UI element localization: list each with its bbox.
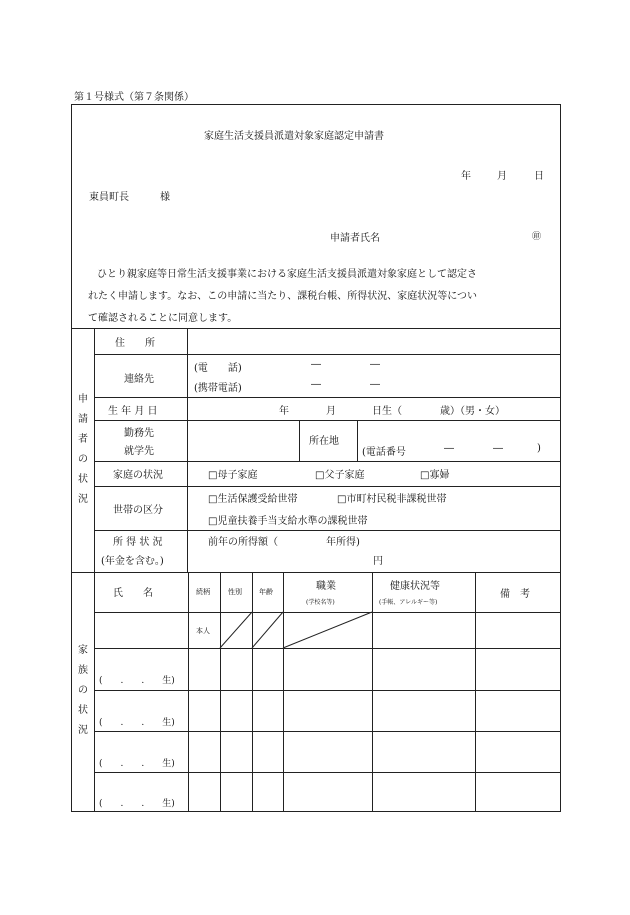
date-month-label: 月 <box>497 171 507 182</box>
location-label: 所在地 <box>309 436 339 447</box>
form-title: 家庭生活支援員派遣対象家庭認定申請書 <box>204 131 384 142</box>
birth-day: 日生（ <box>372 406 402 417</box>
option-tax-exempt[interactable]: □市町村民税非課税世帯 <box>337 494 447 505</box>
family-header-relation: 続柄 <box>196 588 210 596</box>
household-label: 世帯の区分 <box>113 505 163 516</box>
divider-family-age <box>283 572 284 812</box>
family-status-label: 家庭の状況 <box>113 470 163 481</box>
frame-left <box>71 104 72 812</box>
birth-month: 月 <box>326 406 336 417</box>
mobile-label: (携帯電話) <box>194 383 242 394</box>
self-label: 本人 <box>196 627 210 635</box>
divider-family-occupation <box>372 572 373 812</box>
applicant-section-char: 況 <box>78 494 88 505</box>
divider-address <box>94 354 561 355</box>
frame-bottom <box>71 811 561 812</box>
divider-family-name <box>188 572 189 812</box>
contact-label: 連絡先 <box>124 374 154 385</box>
divider-family-header <box>94 612 561 613</box>
income-label: 所 得 状 況 <box>113 537 163 548</box>
family-section-char: 家 <box>78 645 88 656</box>
mobile-dash-2: ― <box>370 379 380 390</box>
birth-age-sex: 歳）（男・女） <box>440 406 505 417</box>
option-widow[interactable]: □寡婦 <box>420 470 450 481</box>
family-section-char: 況 <box>78 725 88 736</box>
phone-dash-2: ― <box>370 359 380 370</box>
income-label-sub: (年金を含む。) <box>101 556 164 567</box>
work-phone-label: (電話番号 <box>362 447 406 458</box>
work-phone-close: ) <box>537 443 541 454</box>
intro-line-1: ひとり親家庭等日常生活支援事業における家庭生活支援員派遣対象家庭として認定さ <box>97 269 477 280</box>
applicant-section-char: の <box>78 454 88 465</box>
applicant-section-char: 請 <box>78 414 88 425</box>
option-single-father[interactable]: □父子家庭 <box>315 470 365 481</box>
work-phone-dash-2: ― <box>493 443 503 454</box>
divider-applicant-bottom <box>71 572 561 573</box>
applicant-section-char: 状 <box>78 474 88 485</box>
family-section-char: の <box>78 685 88 696</box>
divider-birth <box>94 420 561 421</box>
family-row-2-birth: ( . . 生) <box>99 718 175 728</box>
addressee-honorific: 様 <box>160 192 170 203</box>
family-row-4-birth: ( . . 生) <box>99 799 175 809</box>
addressee-name: 東員町長 <box>89 192 129 203</box>
divider-family-status <box>94 486 561 487</box>
applicant-section-char: 者 <box>78 434 88 445</box>
date-day-label: 日 <box>534 171 544 182</box>
family-header-occupation: 職業 <box>316 581 336 592</box>
work-phone-dash-1: ― <box>444 443 454 454</box>
family-header-age: 年齢 <box>259 588 273 596</box>
divider-family-relation <box>220 572 221 812</box>
form-number: 第１号様式（第７条関係） <box>74 92 194 103</box>
birth-year: 年 <box>279 406 289 417</box>
divider-household <box>94 530 561 531</box>
divider-family-row1 <box>94 648 561 649</box>
frame-right <box>560 104 561 812</box>
divider-family-row3 <box>94 731 561 732</box>
date-year-label: 年 <box>461 171 471 182</box>
divider-applicant-labels <box>187 328 188 572</box>
family-header-health: 健康状況等 <box>390 581 440 592</box>
family-section-char: 状 <box>78 705 88 716</box>
divider-intro-bottom <box>71 328 561 329</box>
income-yen: 円 <box>373 556 383 567</box>
applicant-name-label: 申請者氏名 <box>330 233 380 244</box>
frame-top <box>71 104 561 105</box>
divider-contact <box>94 397 561 398</box>
applicant-section-label <box>76 390 90 510</box>
option-child-allowance[interactable]: □児童扶養手当支給水準の課税世帯 <box>208 516 368 527</box>
divider-family-row2 <box>94 690 561 691</box>
family-header-sex: 性別 <box>228 588 242 596</box>
seal-mark: ㊞ <box>532 232 542 242</box>
applicant-section-char: 申 <box>78 394 88 405</box>
option-welfare[interactable]: □生活保護受給世帯 <box>208 494 298 505</box>
divider-work-location-left <box>299 420 300 461</box>
address-label: 住 所 <box>115 338 155 349</box>
mobile-dash-1: ― <box>311 379 321 390</box>
family-header-occupation-sub: (学校名等) <box>306 599 335 606</box>
family-row-1-birth: ( . . 生) <box>99 676 175 686</box>
divider-family-row4 <box>94 772 561 773</box>
school-label: 就学先 <box>124 446 154 457</box>
intro-line-3: て確認されることに同意します。 <box>88 313 238 324</box>
family-section-char: 族 <box>78 665 88 676</box>
option-single-mother[interactable]: □母子家庭 <box>208 470 258 481</box>
divider-work <box>94 461 561 462</box>
prev-income-label: 前年の所得額（ <box>208 537 278 548</box>
phone-label: (電 話) <box>194 363 242 374</box>
divider-family-health <box>475 572 476 812</box>
income-year-label: 年所得) <box>326 537 360 548</box>
divider-family-sex <box>252 572 253 812</box>
family-row-3-birth: ( . . 生) <box>99 759 175 769</box>
intro-line-2: れたく申請します。なお、この申請に当たり、課税台帳、所得状況、家庭状況等につい <box>88 291 477 302</box>
birth-label: 生 年 月 日 <box>108 406 158 417</box>
divider-work-location-right <box>357 420 358 461</box>
family-header-name: 氏 名 <box>113 588 153 599</box>
family-header-notes: 備 考 <box>500 589 530 600</box>
divider-section-label <box>94 328 95 812</box>
family-header-health-sub: (手帳、アレルギー等) <box>379 599 438 606</box>
work-label: 勤務先 <box>124 428 154 439</box>
family-section-label <box>76 641 90 741</box>
phone-dash-1: ― <box>311 359 321 370</box>
